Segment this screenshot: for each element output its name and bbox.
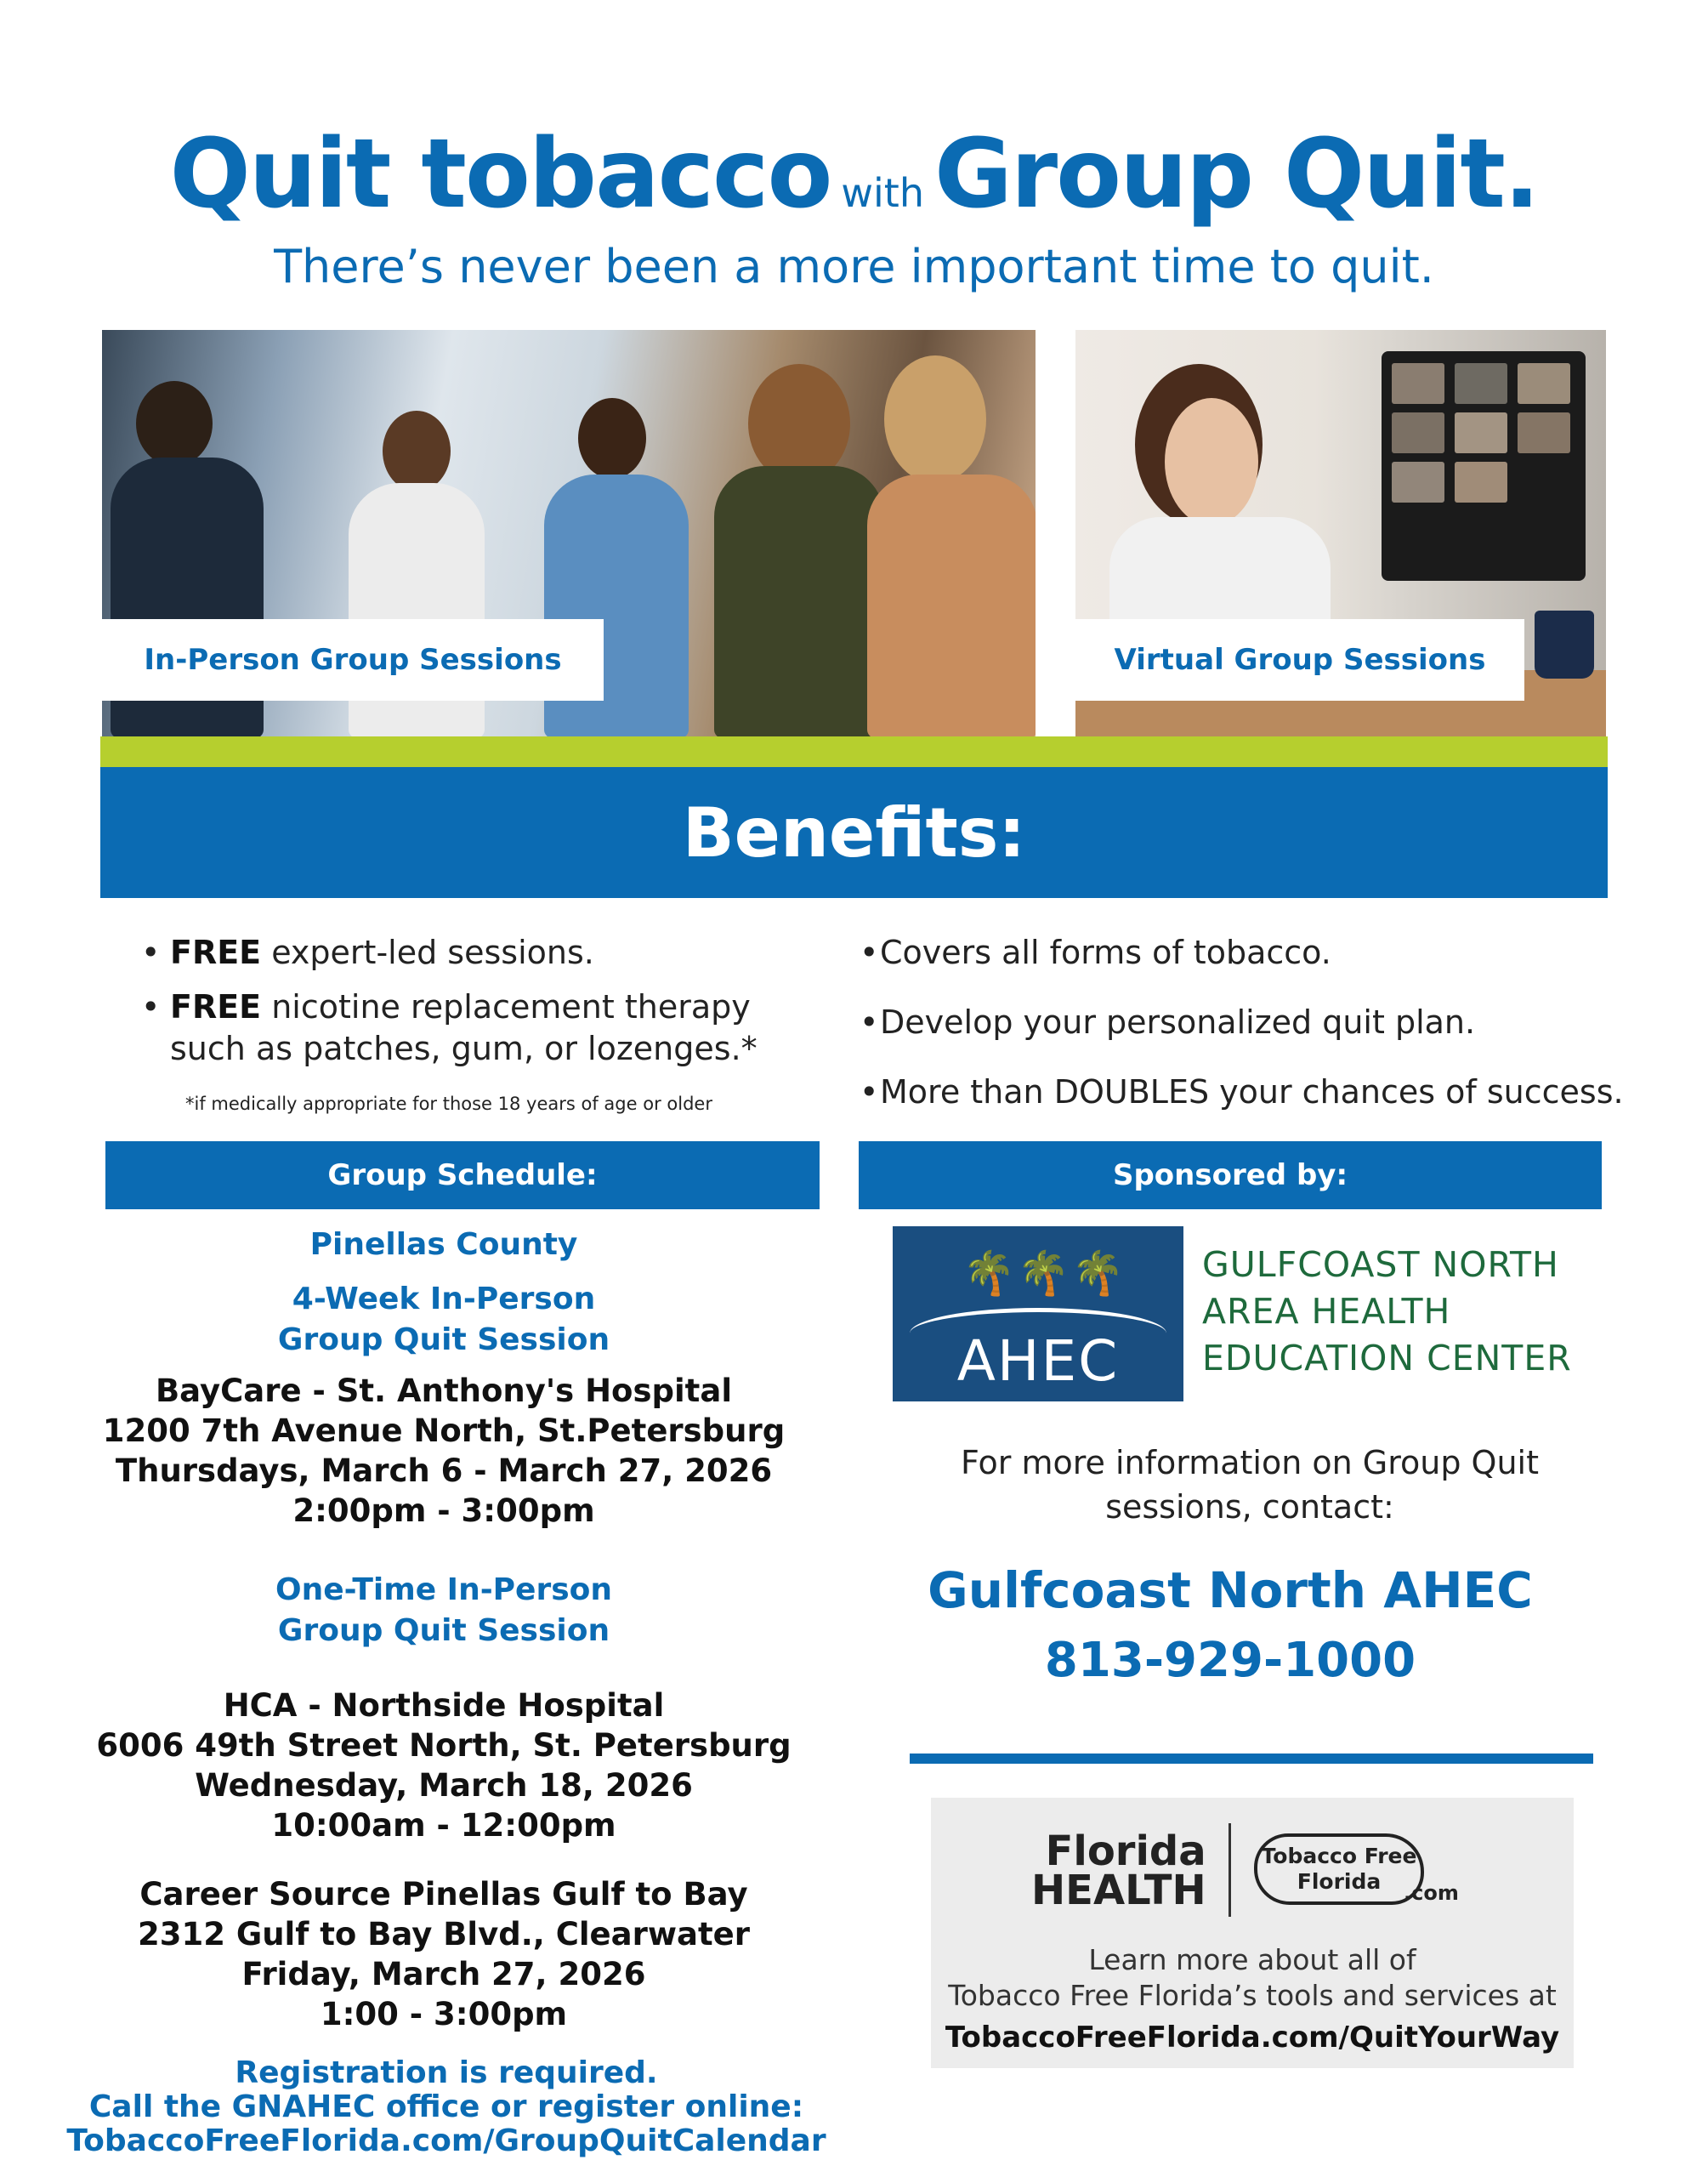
palm-tree-icon: 🌴 [962, 1248, 1016, 1298]
ahec-name-line: AREA HEALTH [1202, 1291, 1451, 1332]
registration-line: Call the GNAHEC office or register online: [88, 2089, 804, 2124]
session-dates: Friday, March 27, 2026 [241, 1956, 646, 1992]
mug-icon [1535, 611, 1594, 679]
session-address: 6006 49th Street North, St. Petersburg [96, 1727, 792, 1764]
session1-details [34, 1371, 854, 1531]
registration-url[interactable]: TobaccoFreeFlorida.com/GroupQuitCalendar [66, 2123, 826, 2158]
benefit-footnote: *if medically appropriate for those 18 years of age or older [185, 1094, 712, 1114]
tobacco-free-florida-box [931, 1798, 1574, 2068]
palm-tree-icon: 🌴 [1071, 1248, 1125, 1298]
session1-title [34, 1279, 854, 1361]
session-address: 1200 7th Avenue North, St.Petersburg [102, 1412, 786, 1449]
ahec-name-line: GULFCOAST NORTH [1202, 1244, 1559, 1285]
session-location: Career Source Pinellas Gulf to Bay [139, 1876, 748, 1913]
session-title-line: 4-Week In-Person [292, 1282, 596, 1316]
benefit-text: More than DOUBLES your chances of success. [880, 1073, 1624, 1111]
accent-band [100, 736, 1608, 767]
more-info-text: For more information on Group Quit sessions, contact: [961, 1444, 1539, 1526]
benefit-item: • More than DOUBLES your chances of success. [860, 1073, 1624, 1111]
learn-more-line: Learn more about all of [1088, 1943, 1416, 1976]
registration-notice [17, 2056, 876, 2158]
benefit-item: • FREE expert-led sessions. [141, 934, 594, 971]
benefit-item: • Develop your personalized quit plan. [860, 1003, 1476, 1041]
sponsored-by-header: Sponsored by: [859, 1141, 1602, 1209]
benefit-bold: FREE [170, 988, 262, 1026]
headline-connector: with [841, 170, 924, 216]
benefit-item: • FREE nicotine replacement therapy such as patches, gum, or lozenges.* [141, 988, 758, 1067]
florida-health-line: HEALTH [1031, 1867, 1206, 1914]
session-time: 1:00 - 3:00pm [320, 1996, 568, 2032]
tobacco-free-florida-logo [1254, 1833, 1424, 1905]
logo-divider [1229, 1823, 1231, 1917]
florida-health-line: Florida [1045, 1827, 1206, 1875]
group-schedule-header: Group Schedule: [105, 1141, 820, 1209]
session-time: 2:00pm - 3:00pm [292, 1492, 595, 1529]
county-title: Pinellas County [309, 1227, 578, 1262]
learn-more-text [931, 1942, 1574, 2014]
subheadline: There’s never been a more important time to quit. [274, 240, 1434, 293]
registration-line: Registration is required. [235, 2055, 658, 2090]
contact-phone[interactable]: 813-929-1000 [1044, 1633, 1416, 1688]
divider [910, 1754, 1593, 1764]
learn-more-line: Tobacco Free Florida’s tools and services at [948, 1979, 1557, 2012]
session-location: BayCare - St. Anthony's Hospital [155, 1373, 733, 1409]
ahec-organization-name [1202, 1242, 1572, 1382]
tff-logo-line: Tobacco Free [1261, 1844, 1417, 1868]
tff-logo-suffix: .com [1404, 1881, 1459, 1905]
headline-part1: Quit tobacco [169, 119, 831, 230]
benefit-bold: FREE [170, 934, 262, 971]
session3-details [34, 1874, 854, 2034]
palm-tree-icon: 🌴 [1017, 1248, 1070, 1298]
ahec-logo-text: AHEC [956, 1328, 1120, 1394]
session-title-line: One-Time In-Person [275, 1572, 612, 1607]
benefit-text: expert-led sessions. [261, 934, 594, 971]
monitor-icon [1382, 351, 1586, 581]
benefits-title: Benefits: [682, 793, 1026, 873]
florida-health-logo [1031, 1827, 1206, 1914]
session-time: 10:00am - 12:00pm [271, 1807, 616, 1844]
benefit-item: • Covers all forms of tobacco. [860, 934, 1331, 971]
session-address: 2312 Gulf to Bay Blvd., Clearwater [137, 1916, 751, 1952]
session-location: HCA - Northside Hospital [223, 1687, 665, 1724]
virtual-label: Virtual Group Sessions [1075, 619, 1524, 701]
contact-name: Gulfcoast North AHEC [928, 1561, 1533, 1619]
session-title-line: Group Quit Session [277, 1322, 610, 1357]
benefits-banner [100, 767, 1608, 898]
headline [0, 119, 1708, 230]
benefit-text: nicotine replacement therapy such as patches, gum, or lozenges.* [170, 988, 758, 1067]
session-title-line: Group Quit Session [277, 1613, 610, 1648]
benefit-text: Develop your personalized quit plan. [880, 1003, 1476, 1041]
headline-part2: Group Quit. [933, 119, 1539, 230]
in-person-label: In-Person Group Sessions [102, 619, 604, 701]
session-dates: Wednesday, March 18, 2026 [195, 1767, 693, 1804]
quit-your-way-link[interactable]: TobaccoFreeFlorida.com/QuitYourWay [945, 2021, 1560, 2055]
session2-details [34, 1685, 854, 1845]
ahec-name-line: EDUCATION CENTER [1202, 1338, 1572, 1378]
ahec-logo [893, 1226, 1183, 1401]
benefit-text: Covers all forms of tobacco. [880, 934, 1331, 971]
tff-logo-line: Florida [1297, 1869, 1382, 1894]
session2-title [34, 1570, 854, 1651]
session-dates: Thursdays, March 6 - March 27, 2026 [115, 1452, 773, 1489]
